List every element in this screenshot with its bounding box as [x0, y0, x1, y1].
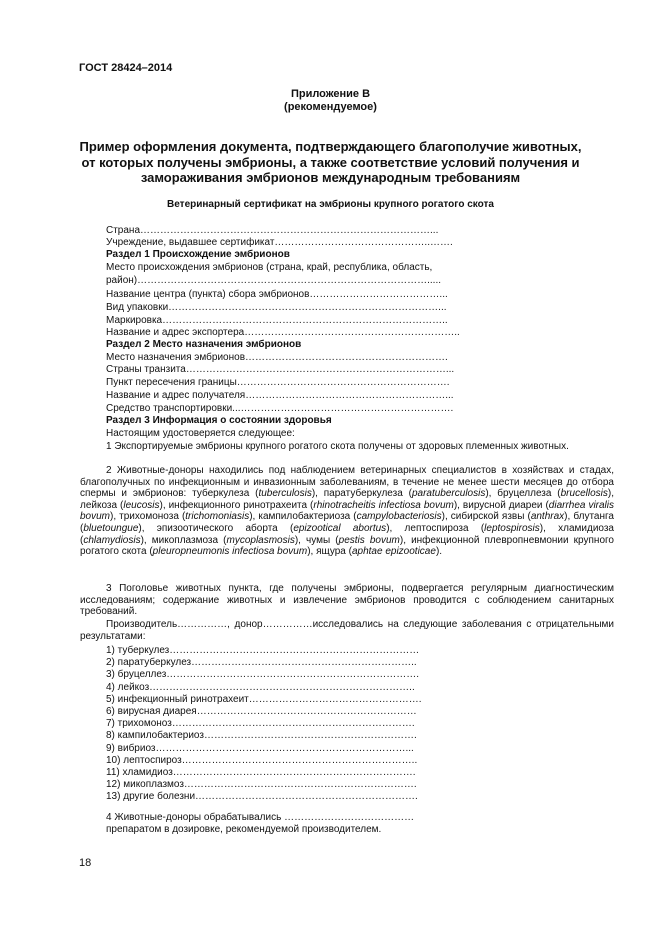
- certify-statement: Настоящим удостоверяется следующее:: [106, 428, 295, 439]
- field-country: Страна……………………………………………………………………………...: [106, 225, 439, 236]
- list-item: 3) бруцеллез………………………………………………………………….: [106, 669, 420, 681]
- disease-list: [106, 645, 422, 804]
- field-transit: Страны транзита……………………………………………………………………...: [106, 364, 455, 375]
- certificate-title: Ветеринарный сертификат на эмбрионы крупного рогатого скота: [167, 199, 494, 210]
- list-item: 12) микоплазмоз…………………………………………………………….: [106, 779, 417, 791]
- list-item: 11) хламидиоз……………………………………………………………….: [106, 767, 416, 779]
- section-heading: Раздел 3 Информация о состоянии здоровья: [106, 415, 332, 426]
- list-item: 1) туберкулез…………………………………………………………………: [106, 645, 420, 656]
- list-item: 7) трихомоноз……………………………………………………………….: [106, 718, 415, 730]
- document-code: ГОСТ 28424–2014: [79, 62, 173, 74]
- list-item: 6) вирусная диарея…………………………………………………………: [106, 706, 417, 718]
- field-exporter: Название и адрес экспортера………………………………………………………..: [106, 327, 460, 338]
- list-item: 9) вибриоз…………………………………………………………………...: [106, 742, 414, 754]
- field-marking: Маркировка…………………………………………………………………………..: [106, 315, 448, 326]
- section-heading: Раздел 2 Место назначения эмбрионов: [106, 339, 302, 350]
- paragraph-4: Производитель……………, донор……………исследовались на следующие заболевания с отрицательными результатами:: [80, 619, 614, 642]
- paragraph-1: 1 Экспортируемые эмбрионы крупного рогатого скота получены от здоровых племенных животных.: [106, 441, 569, 452]
- appendix-status: (рекомендуемое): [284, 101, 377, 113]
- list-item: 4) лейкоз……………………………………………………………………..: [106, 681, 415, 693]
- paragraph-3: 3 Поголовье животных пункта, где получены эмбрионы, подвергается регулярным диагностическим исследованиям; содержание животных и извлечение эмбрионов проводится с соблюдением санитарных требований.: [80, 583, 614, 618]
- field-border: Пункт пересечения границы……………………………………………………….: [106, 377, 450, 388]
- section-heading: Раздел 1 Происхождение эмбрионов: [106, 249, 290, 260]
- field-destination: Место назначения эмбрионов…………………………………………………….: [106, 352, 448, 363]
- field-center-name: Название центра (пункта) сбора эмбрионов…………………………………...: [106, 289, 448, 300]
- field-package-type: Вид упаковки………………………………………………………………………...: [106, 302, 447, 313]
- list-item: 5) инфекционный ринотрахеит…………………………………………….: [106, 693, 422, 705]
- list-item: 2) паратуберкулез…………………………………………………………..: [106, 657, 417, 669]
- field-transport: Средство транспортировки...……………………………………………………….: [106, 403, 454, 414]
- dosage-line: препаратом в дозировке, рекомендуемой производителем.: [106, 824, 382, 835]
- field-origin-place: Место происхождения эмбрионов (страна, край, республика, область,: [106, 262, 433, 273]
- appendix-name: Приложение В: [290, 88, 371, 100]
- field-issuer: Учреждение, выдавшее сертификат………………………………………..…….: [106, 237, 453, 248]
- title-line: от которых получены эмбрионы, а также соответствие условий получения и: [81, 154, 580, 170]
- field-recipient: Название и адрес получателя……………………………………………………...: [106, 390, 454, 401]
- document-title: [0, 139, 661, 186]
- paragraph-2: 2 Животные-доноры находились под наблюдением ветеринарных специалистов в хозяйствах и стадах, благополучных по инфекционным и инвазионным заболеваниям, в течение не менее шести месяцев до отбора спермы и эмбрионов: туберкулеза (tuberculosis), паратуберкулеза (paratuberculosis), бруцеллеза (brucellosis), лейкоза (leucosis), инфекционного ринотрахеита (rhinotracheitis infectiosa bovum), вирусной диареи (diarrhea viralis bovum), трихомоноза (trichomoniasis), кампилобактериоза (campylobacteriosis), сибирской язвы (anthrax), блутанга (bluetoungue), эпизоотического аборта (epizootical abortus), лептоспироза (leptospirosis), хламидиоза (chlamydiosis), микоплазмоза (mycoplasmosis), чумы (pestis bovum), инфекционной плевропневмонии крупного рогатого скота (pleuropneumonis infectiosa bovum), ящура (aphtae epizooticae).: [80, 465, 614, 558]
- list-item: 8) кампилобактериоз……………………………………………………….: [106, 730, 417, 742]
- field-origin-place-cont: район)…………………………………………………………………………….....: [106, 275, 442, 286]
- list-item: 13) другие болезни………………………………………………………….: [106, 791, 418, 803]
- page-number: 18: [79, 857, 92, 869]
- list-item: 10) лептоспироз……………………………………………………………..: [106, 754, 418, 766]
- treatment-line: 4 Животные-доноры обрабатывались …………………………………: [106, 812, 415, 823]
- title-line: Пример оформления документа, подтверждающего благополучие животных,: [79, 139, 582, 154]
- title-line: замораживания эмбрионов международным требованиям: [140, 170, 521, 185]
- appendix-heading: [0, 88, 661, 114]
